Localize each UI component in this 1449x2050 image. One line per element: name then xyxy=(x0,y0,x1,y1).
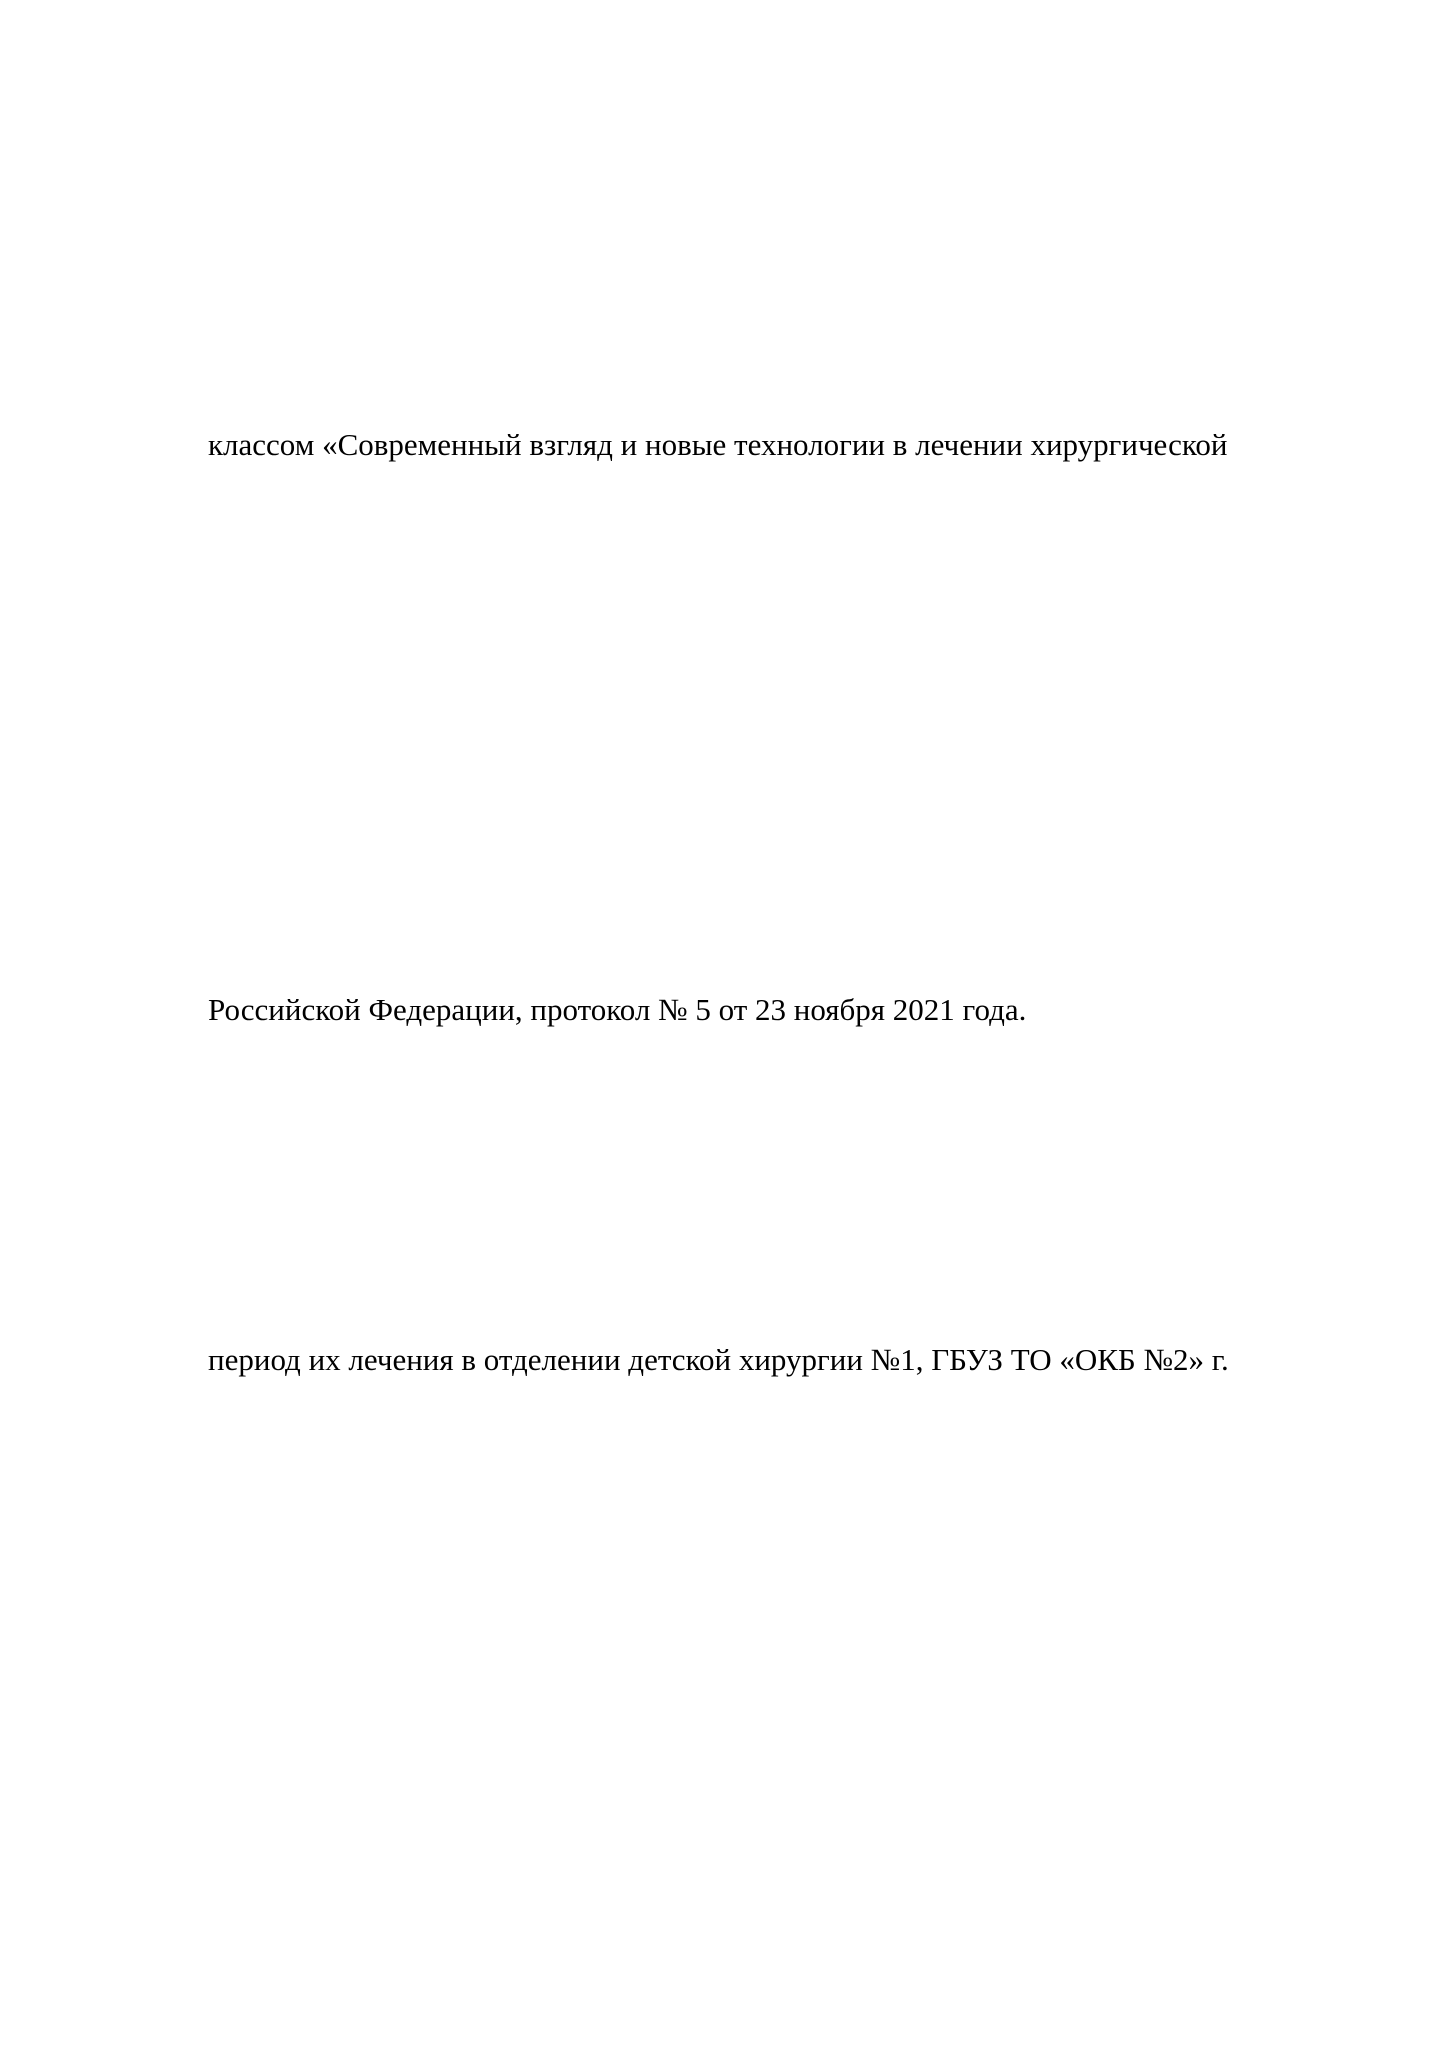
text-line-2: Российской Федерации, протокол № 5 от 23 ноября 2021 года. xyxy=(208,992,1027,1027)
text-line-1: классом «Современный взгляд и новые технологии в лечении хирургической xyxy=(208,427,1228,462)
text-line-3: период их лечения в отделении детской хирургии №1, ГБУЗ ТО «ОКБ №2» г. xyxy=(208,1342,1229,1377)
